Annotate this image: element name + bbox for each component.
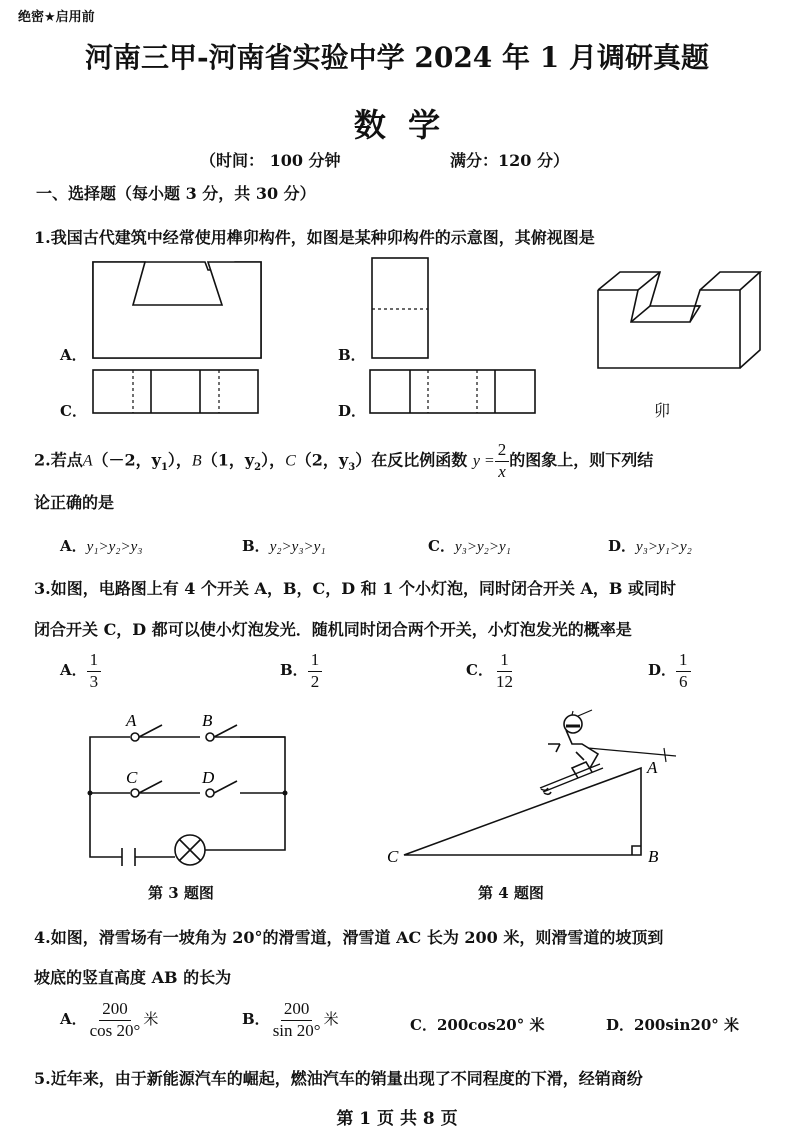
q2-stem-prefix: 2.若点	[34, 450, 83, 470]
q4-option-b-num: 200	[281, 1000, 313, 1021]
q2-point-b-coords: （1，y	[201, 450, 255, 470]
q2-option-a-text: y₁>y₂>y₃	[86, 539, 143, 555]
q3-option-b	[280, 651, 322, 691]
q2-option-c	[428, 535, 511, 556]
q4-stem-line2: 坡底的竖直高度 AB 的长为	[34, 968, 232, 987]
q3-option-d-label: D．	[648, 661, 677, 680]
q2-stem: 2.若点A（－2，$y_1$），B（1，$y_2$），C（2，$y_3$）在反比例函数 y = $\frac{2}{x}$ 的图象上，则下列结	[34, 440, 654, 481]
q4-ski-diagram	[0, 700, 794, 880]
q1-option-a-notch	[93, 262, 261, 358]
q4-option-b	[242, 1000, 339, 1040]
q3-option-c-den: 12	[495, 671, 513, 691]
q2-option-d-text: y₃>y₁>y₂	[636, 539, 692, 555]
q2-func-y: y =	[472, 452, 495, 470]
switch-label-b: B	[202, 711, 213, 730]
q1-figures	[0, 0, 794, 430]
section-heading: 一、选择题（每小题 3 分，共 30 分）	[36, 184, 316, 203]
q4-option-a-num: 200	[99, 1000, 131, 1021]
q2-func-den: x	[498, 461, 506, 481]
q2-func-fraction	[495, 441, 510, 481]
q2-point-a: A	[82, 452, 93, 470]
q2-option-a-label: A．	[60, 537, 87, 555]
q1-stem: 1.我国古代建筑中经常使用榫卯构件，如图是某种卯构件的示意图，其俯视图是	[34, 228, 595, 247]
q1-option-b-drawing	[372, 258, 428, 358]
q4-figure-caption: 第 4 题图	[478, 884, 544, 902]
q3-option-d	[648, 651, 691, 691]
q2-option-c-label: C．	[428, 537, 455, 555]
q4-option-d-label: D．	[606, 1016, 635, 1034]
q4-option-b-den: sin 20°	[272, 1020, 321, 1040]
q4-stem-line1: 4.如图，滑雪场有一坡角为 20°的滑雪道，滑雪道 AC 长为 200 米，则滑雪道的坡顶到	[34, 928, 664, 947]
point-label-a: A	[647, 758, 658, 777]
switch-label-c: C	[126, 768, 138, 787]
subject-title: 数 学	[353, 106, 441, 144]
q1-option-b-label: B．	[338, 346, 366, 364]
q1-option-c-label: C．	[60, 402, 87, 420]
q4-option-b-label: B．	[242, 1010, 270, 1029]
point-label-b: B	[648, 847, 659, 866]
q4-option-c	[410, 1014, 544, 1035]
q1-option-d-drawing	[370, 370, 535, 413]
q1-mortise-3d-drawing	[598, 272, 760, 368]
q2-func-num: 2	[495, 441, 510, 462]
q2-stem-suffix: 的图象上，则下列结	[509, 450, 654, 470]
q3-option-a-num: 1	[87, 651, 102, 672]
q3-option-b-label: B．	[280, 661, 308, 680]
exam-score: 满分：120 分）	[450, 151, 569, 170]
q2-point-c: C	[285, 452, 296, 470]
secret-tag: 绝密★启用前	[18, 10, 95, 25]
q2-option-d	[608, 535, 692, 556]
q2-option-b-label: B．	[242, 537, 270, 555]
q2-stem-line2: 论正确的是	[34, 493, 115, 512]
page-title: 河南三甲-河南省实验中学 2024 年 1 月调研真题	[84, 41, 710, 74]
q4-option-a-label: A．	[60, 1010, 87, 1029]
q5-stem-line1: 5.近年来，由于新能源汽车的崛起，燃油汽车的销量出现了不同程度的下滑，经销商纷	[34, 1069, 643, 1088]
q2-point-b: B	[191, 452, 202, 470]
q3-option-c-label: C．	[466, 661, 493, 680]
q1-option-a-label: A．	[60, 346, 87, 364]
q2-option-d-label: D．	[608, 537, 637, 555]
q1-option-c-drawing	[93, 370, 258, 413]
q3-option-a-label: A．	[60, 661, 87, 680]
q4-option-b-unit: 米	[323, 1010, 339, 1029]
q2-option-b-text: y₂>y₃>y₁	[269, 539, 326, 555]
q2-point-c-coords: （2，y	[295, 450, 349, 470]
q4-option-a	[60, 1000, 158, 1040]
q4-option-d-text: 200sin20° 米	[634, 1016, 739, 1034]
q2-option-c-text: y₃>y₂>y₁	[454, 539, 511, 555]
q3-option-a	[60, 651, 101, 691]
q1-figure-caption: 卯	[654, 401, 671, 420]
q3-option-b-den: 2	[310, 671, 320, 691]
point-label-c: C	[387, 847, 399, 866]
q3-figure-caption: 第 3 题图	[148, 884, 214, 902]
q2-stem-mid: 在反比例函数	[371, 450, 468, 470]
q4-option-a-den: cos 20°	[89, 1020, 141, 1040]
switch-label-d: D	[202, 768, 215, 787]
q1-option-d-label: D．	[338, 402, 367, 420]
q3-option-b-num: 1	[308, 651, 323, 672]
q3-option-a-den: 3	[89, 671, 99, 691]
q3-option-c-num: 1	[497, 651, 512, 672]
q4-option-c-text: 200cos20° 米	[436, 1016, 545, 1034]
q2-option-b	[242, 535, 326, 556]
q2-option-a	[60, 535, 143, 556]
q2-point-a-coords: （－2，y	[92, 450, 161, 470]
q4-option-d	[606, 1014, 739, 1035]
q3-option-d-den: 6	[679, 671, 688, 691]
q3-stem-line2: 闭合开关 C，D 都可以使小灯泡发光．随机同时闭合两个开关，小灯泡发光的概率是	[34, 620, 632, 639]
q3-option-c	[466, 651, 516, 691]
page-number: 第 1 页 共 8 页	[336, 1109, 458, 1129]
switch-label-a: A	[126, 711, 137, 730]
q4-option-c-label: C．	[410, 1016, 437, 1034]
q3-option-d-num: 1	[676, 651, 691, 672]
q3-stem-line1: 3.如图，电路图上有 4 个开关 A，B，C，D 和 1 个小灯泡，同时闭合开关 A，B 或同时	[34, 579, 677, 598]
q4-option-a-unit: 米	[143, 1010, 159, 1029]
exam-time: （时间： 100 分钟	[200, 151, 341, 170]
